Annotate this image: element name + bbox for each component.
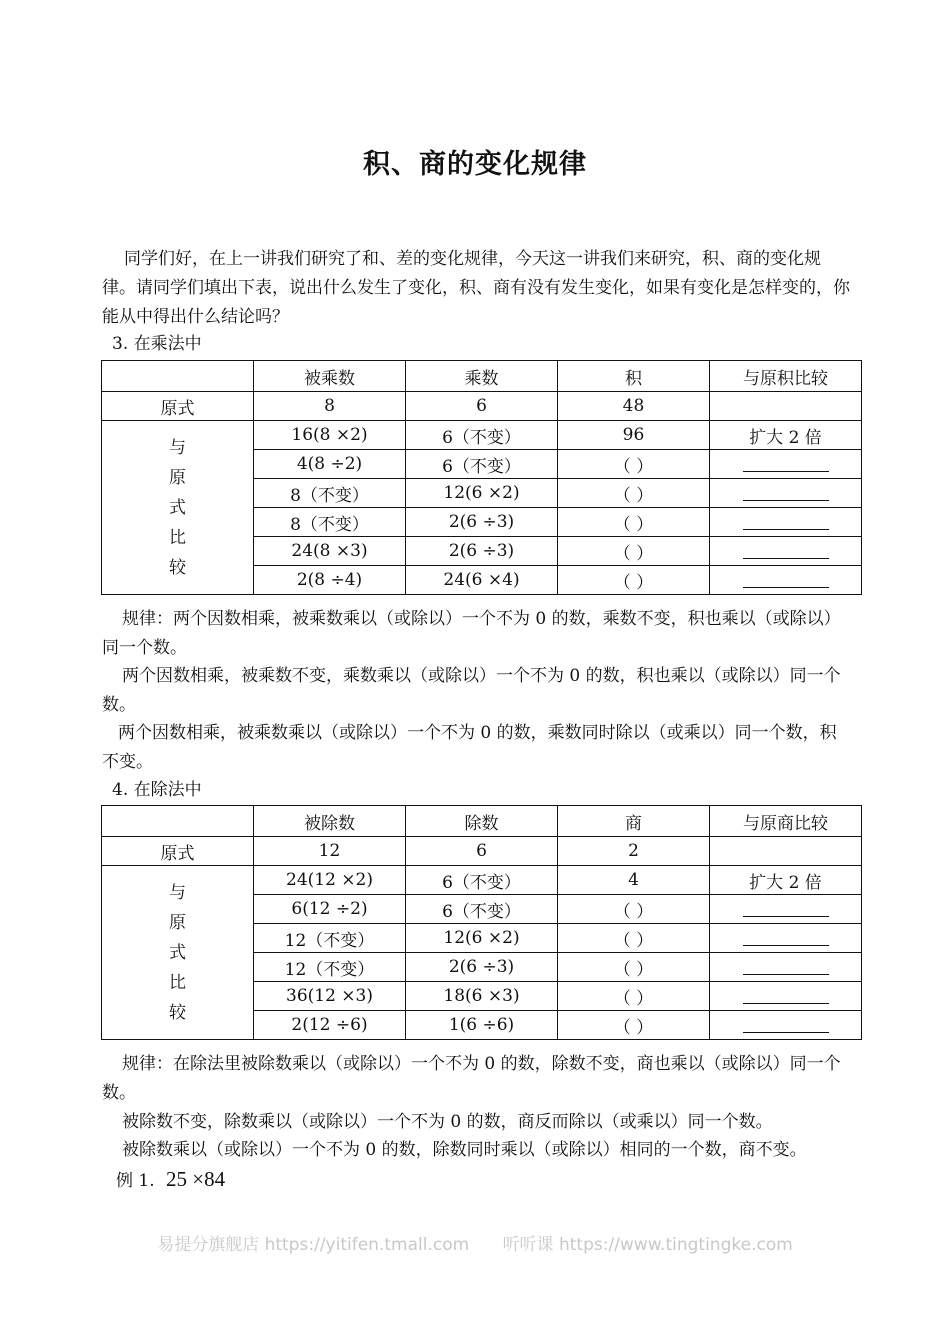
- table-cell: 扩大 2 倍: [710, 421, 862, 450]
- table-cell: 12（不变）: [254, 924, 406, 953]
- compare-label-cell: [102, 866, 254, 1040]
- rule-text: 规律：两个因数相乘，被乘数乘以（或除以）一个不为 0 的数，乘数不变，积也乘以（或除以）同一个数。: [102, 609, 841, 658]
- table-cell: 24(12 ×2): [254, 866, 406, 895]
- comparison-blank[interactable]: [710, 450, 862, 479]
- table-cell: 1(6 ÷6): [406, 1011, 558, 1040]
- header-cell: 与原商比较: [710, 806, 862, 837]
- compare-label-char: 比: [169, 527, 186, 548]
- table-header-row: [102, 361, 862, 392]
- compare-label-char: 式: [169, 497, 186, 518]
- page-title: 积、商的变化规律: [363, 149, 587, 180]
- answer-blank[interactable]: （ ）: [558, 953, 710, 982]
- table-cell: 48: [558, 392, 710, 421]
- header-cell: 除数: [406, 806, 558, 837]
- original-row: [102, 837, 862, 866]
- fill-line: [743, 544, 829, 559]
- table-cell: 8（不变）: [254, 479, 406, 508]
- rule-text: 两个因数相乘，被乘数乘以（或除以）一个不为 0 的数，乘数同时除以（或乘以）同一个数，积不变。: [102, 723, 837, 772]
- table-cell: 24(6 ×4): [406, 566, 558, 595]
- table-cell: 2: [558, 837, 710, 866]
- table-cell: 2(6 ÷3): [406, 508, 558, 537]
- comparison-blank[interactable]: [710, 953, 862, 982]
- answer-blank[interactable]: （ ）: [558, 479, 710, 508]
- comparison-blank[interactable]: [710, 982, 862, 1011]
- header-cell: 与原积比较: [710, 361, 862, 392]
- answer-blank[interactable]: （ ）: [558, 895, 710, 924]
- header-cell: 乘数: [406, 361, 558, 392]
- rule-text: 两个因数相乘，被乘数不变，乘数乘以（或除以）一个不为 0 的数，积也乘以（或除以）同一个数。: [102, 666, 841, 715]
- fill-line: [743, 457, 829, 472]
- fill-line: [743, 573, 829, 588]
- table-cell: 12(6 ×2): [406, 924, 558, 953]
- answer-blank[interactable]: （ ）: [558, 508, 710, 537]
- header-cell: 被除数: [254, 806, 406, 837]
- table-cell: 18(6 ×3): [406, 982, 558, 1011]
- table-cell: 2(12 ÷6): [254, 1011, 406, 1040]
- table-cell: 12: [254, 837, 406, 866]
- compare-label-char: 原: [169, 467, 186, 488]
- rule-text: 被除数不变，除数乘以（或除以）一个不为 0 的数，商反而除以（或乘以）同一个数。: [122, 1112, 773, 1132]
- comparison-blank[interactable]: [710, 566, 862, 595]
- fill-line: [743, 1018, 829, 1033]
- table-cell: 6: [406, 392, 558, 421]
- comparison-blank[interactable]: [710, 537, 862, 566]
- fill-line: [743, 960, 829, 975]
- fill-line: [743, 902, 829, 917]
- table-row: [102, 866, 862, 895]
- compare-label-char: 与: [169, 437, 186, 458]
- watermark: [0, 1230, 950, 1255]
- fill-line: [743, 931, 829, 946]
- example-line: [116, 1166, 225, 1192]
- table-cell: 2(6 ÷3): [406, 953, 558, 982]
- comparison-blank[interactable]: [710, 924, 862, 953]
- example-expression: 25 ×84: [166, 1167, 226, 1191]
- table-cell: 8: [254, 392, 406, 421]
- table-cell: [710, 392, 862, 421]
- table-header-row: [102, 806, 862, 837]
- table-cell: 12(6 ×2): [406, 479, 558, 508]
- table-cell: 扩大 2 倍: [710, 866, 862, 895]
- compare-label-char: 比: [169, 972, 186, 993]
- rule-text: 被除数乘以（或除以）一个不为 0 的数，除数同时乘以（或除以）相同的一个数，商不变。: [122, 1140, 807, 1160]
- watermark-right: 听听课 https://www.tingtingke.com: [502, 1235, 793, 1255]
- table-cell: 12（不变）: [254, 953, 406, 982]
- table-cell: 6(12 ÷2): [254, 895, 406, 924]
- table-cell: [710, 837, 862, 866]
- original-row: [102, 392, 862, 421]
- table-cell: 24(8 ×3): [254, 537, 406, 566]
- multiplication-label: 3. 在乘法中: [112, 334, 202, 354]
- table-cell: 原式: [102, 392, 254, 421]
- compare-label-char: 原: [169, 912, 186, 933]
- answer-blank[interactable]: （ ）: [558, 566, 710, 595]
- header-cell: 被乘数: [254, 361, 406, 392]
- compare-label-cell: [102, 421, 254, 595]
- table-cell: 6（不变）: [406, 421, 558, 450]
- multiplication-table: [101, 360, 862, 595]
- answer-blank[interactable]: （ ）: [558, 537, 710, 566]
- table-cell: 8（不变）: [254, 508, 406, 537]
- comparison-blank[interactable]: [710, 1011, 862, 1040]
- comparison-blank[interactable]: [710, 895, 862, 924]
- division-label: 4. 在除法中: [112, 780, 202, 800]
- table-row: [102, 421, 862, 450]
- fill-line: [743, 515, 829, 530]
- table-cell: 4: [558, 866, 710, 895]
- table-cell: 16(8 ×2): [254, 421, 406, 450]
- watermark-left: 易提分旗舰店 https://yitifen.tmall.com: [157, 1235, 470, 1255]
- header-cell: [102, 806, 254, 837]
- header-cell: 积: [558, 361, 710, 392]
- example-label: 例 1.: [116, 1171, 155, 1191]
- division-table: [101, 805, 862, 1040]
- answer-blank[interactable]: （ ）: [558, 924, 710, 953]
- compare-label-char: 与: [169, 882, 186, 903]
- table-cell: 6（不变）: [406, 866, 558, 895]
- header-cell: [102, 361, 254, 392]
- comparison-blank[interactable]: [710, 508, 862, 537]
- table-cell: 4(8 ÷2): [254, 450, 406, 479]
- table-cell: 6（不变）: [406, 895, 558, 924]
- fill-line: [743, 486, 829, 501]
- table-cell: 96: [558, 421, 710, 450]
- fill-line: [743, 989, 829, 1004]
- table-cell: 6: [406, 837, 558, 866]
- intro-paragraph: 同学们好，在上一讲我们研究了和、差的变化规律，今天这一讲我们来研究，积、商的变化规律。请同学们填出下表，说出什么发生了变化，积、商有没有发生变化，如果有变化是怎样变的，你能从中得出什么结论吗？: [102, 249, 850, 327]
- table-cell: 原式: [102, 837, 254, 866]
- table-cell: 36(12 ×3): [254, 982, 406, 1011]
- rule-text: 规律：在除法里被除数乘以（或除以）一个不为 0 的数，除数不变，商也乘以（或除以）同一个数。: [102, 1054, 841, 1103]
- table-cell: 6（不变）: [406, 450, 558, 479]
- answer-blank[interactable]: （ ）: [558, 1011, 710, 1040]
- compare-label-char: 式: [169, 942, 186, 963]
- answer-blank[interactable]: （ ）: [558, 982, 710, 1011]
- table-cell: 2(6 ÷3): [406, 537, 558, 566]
- table-cell: 2(8 ÷4): [254, 566, 406, 595]
- compare-label-char: 较: [169, 557, 186, 578]
- compare-label-char: 较: [169, 1002, 186, 1023]
- header-cell: 商: [558, 806, 710, 837]
- answer-blank[interactable]: （ ）: [558, 450, 710, 479]
- comparison-blank[interactable]: [710, 479, 862, 508]
